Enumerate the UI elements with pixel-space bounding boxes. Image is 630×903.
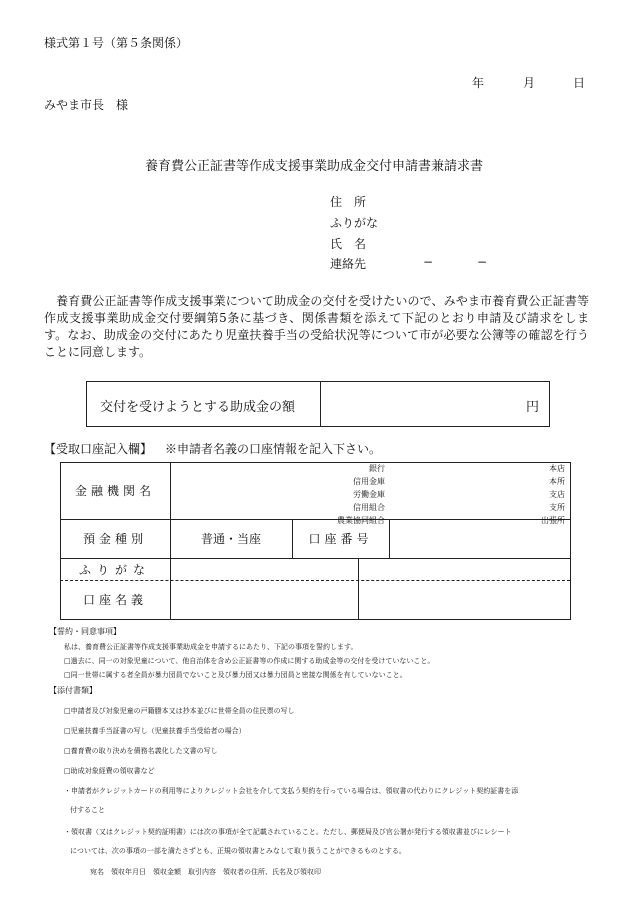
applicant-address-label: 住 所 <box>330 195 367 209</box>
bank-type-item: 労働金庫 <box>353 490 385 499</box>
applicant-contact-label: 連絡先 <box>330 257 367 271</box>
pledge-intro: 私は、養育費公正証書等作成支援事業助成金を申請するにあたり、下記の事項を誓約します。 <box>64 643 358 651</box>
bank-name-label: 金融機関名 <box>74 484 155 498</box>
branch-type-list <box>450 462 565 527</box>
amount-label: 交付を受けようとする助成金の額 <box>100 400 296 415</box>
contact-dash-1: − <box>423 255 434 269</box>
pledge-heading: 【誓約・同意事項】 <box>49 627 121 636</box>
amount-unit: 円 <box>526 400 540 415</box>
attachment-item-2: □児童扶養手当証書の写し（児童扶養手当受給者の場合） <box>64 727 246 735</box>
attachments-heading: 【添付書類】 <box>49 686 97 695</box>
attachment-note-2-line-2: については、次の事項の一部を満たさずとも、正規の領収書とみなして取り扱うことができるものとする。 <box>70 847 406 855</box>
contact-dash-2: − <box>477 255 488 269</box>
bank-type-item: 農業協同組合 <box>337 516 385 525</box>
body-paragraph: 養育費公正証書等作成支援事業について助成金の交付を受けたいので、みやま市養育費公正証書等作成支援事業助成金交付要綱第5条に基づき、関係書類を添えて下記のとおり申請及び請求をします。なお、助成金の交付にあたり児童扶養手当の受給状況等について市が必要な公簿等の確認を行うことに同意します。 <box>44 294 589 359</box>
name-divider <box>358 558 359 619</box>
attachment-note-1-line-1: ・申請者がクレジットカードの利用等によりクレジット会社を介して支払う契約を行っている場合は、領収書の代わりにクレジット契約証書を添 <box>64 787 519 795</box>
branch-type-item: 出張所 <box>541 516 565 525</box>
branch-type-item: 本所 <box>549 477 565 486</box>
attachment-item-4: □助成対象経費の領収書など <box>64 767 155 775</box>
pledge-item-2: □同一世帯に属する者全員が暴力団員でないこと及び暴力団又は暴力団員と密接な関係を有していないこと。 <box>64 671 407 679</box>
bank-type-item: 銀行 <box>369 464 385 473</box>
date-day: 日 <box>573 76 586 90</box>
branch-type-item: 支店 <box>549 490 565 499</box>
attachment-item-3: □養育費の取り決めを債務名義化した文書の写し <box>64 747 218 755</box>
account-holder-label: 口座名義 <box>82 593 147 607</box>
branch-type-item: 支所 <box>549 503 565 512</box>
attachment-note-2-line-1: ・領収書（又はクレジット契約証明書）には次の事項が全て記載されていること。ただし、郵便局及び官公署が発行する領収書並びにレシート <box>64 828 512 836</box>
date-year: 年 <box>472 76 485 90</box>
attachment-note-1-line-2: 付すること <box>70 806 105 814</box>
amount-divider <box>320 381 321 426</box>
date-month: 月 <box>523 76 536 90</box>
bank-type-item: 信用組合 <box>353 503 385 512</box>
applicant-furigana-label: ふりがな <box>330 216 379 230</box>
form-number: 様式第１号（第５条関係） <box>44 36 189 50</box>
deposit-divider-2 <box>389 519 390 558</box>
attachment-item-1: □申請者及び対象児童の戸籍謄本又は抄本並びに世帯全員の住民票の写し <box>64 707 295 715</box>
account-section-note: ※申請者名義の口座情報を記入下さい。 <box>165 442 382 456</box>
applicant-name-label: 氏 名 <box>330 237 367 251</box>
account-furigana-label: ふりがな <box>78 562 151 577</box>
branch-type-item: 本店 <box>549 464 565 473</box>
bank-type-item: 信用金庫 <box>353 477 385 486</box>
account-section-heading: 【受取口座記入欄】 <box>44 442 153 456</box>
document-title: 養育費公正証書等作成支援事業助成金交付申請書兼請求書 <box>145 159 484 174</box>
bank-type-list <box>67 462 385 527</box>
addressee: みやま市長 様 <box>44 98 129 112</box>
deposit-type-label: 預金種別 <box>82 532 147 546</box>
account-number-label: 口座番号 <box>308 532 373 546</box>
deposit-type-value: 普通・当座 <box>200 532 261 546</box>
pledge-item-1: □過去に、同一の対象児童について、他自治体を含め公正証書等の作成に関する助成金等の交付を受けていないこと。 <box>64 657 435 665</box>
attachment-note-2-line-3: 宛名 領収年月日 領収金額 取引内容 領収者の住所、氏名及び領収印 <box>90 868 321 876</box>
